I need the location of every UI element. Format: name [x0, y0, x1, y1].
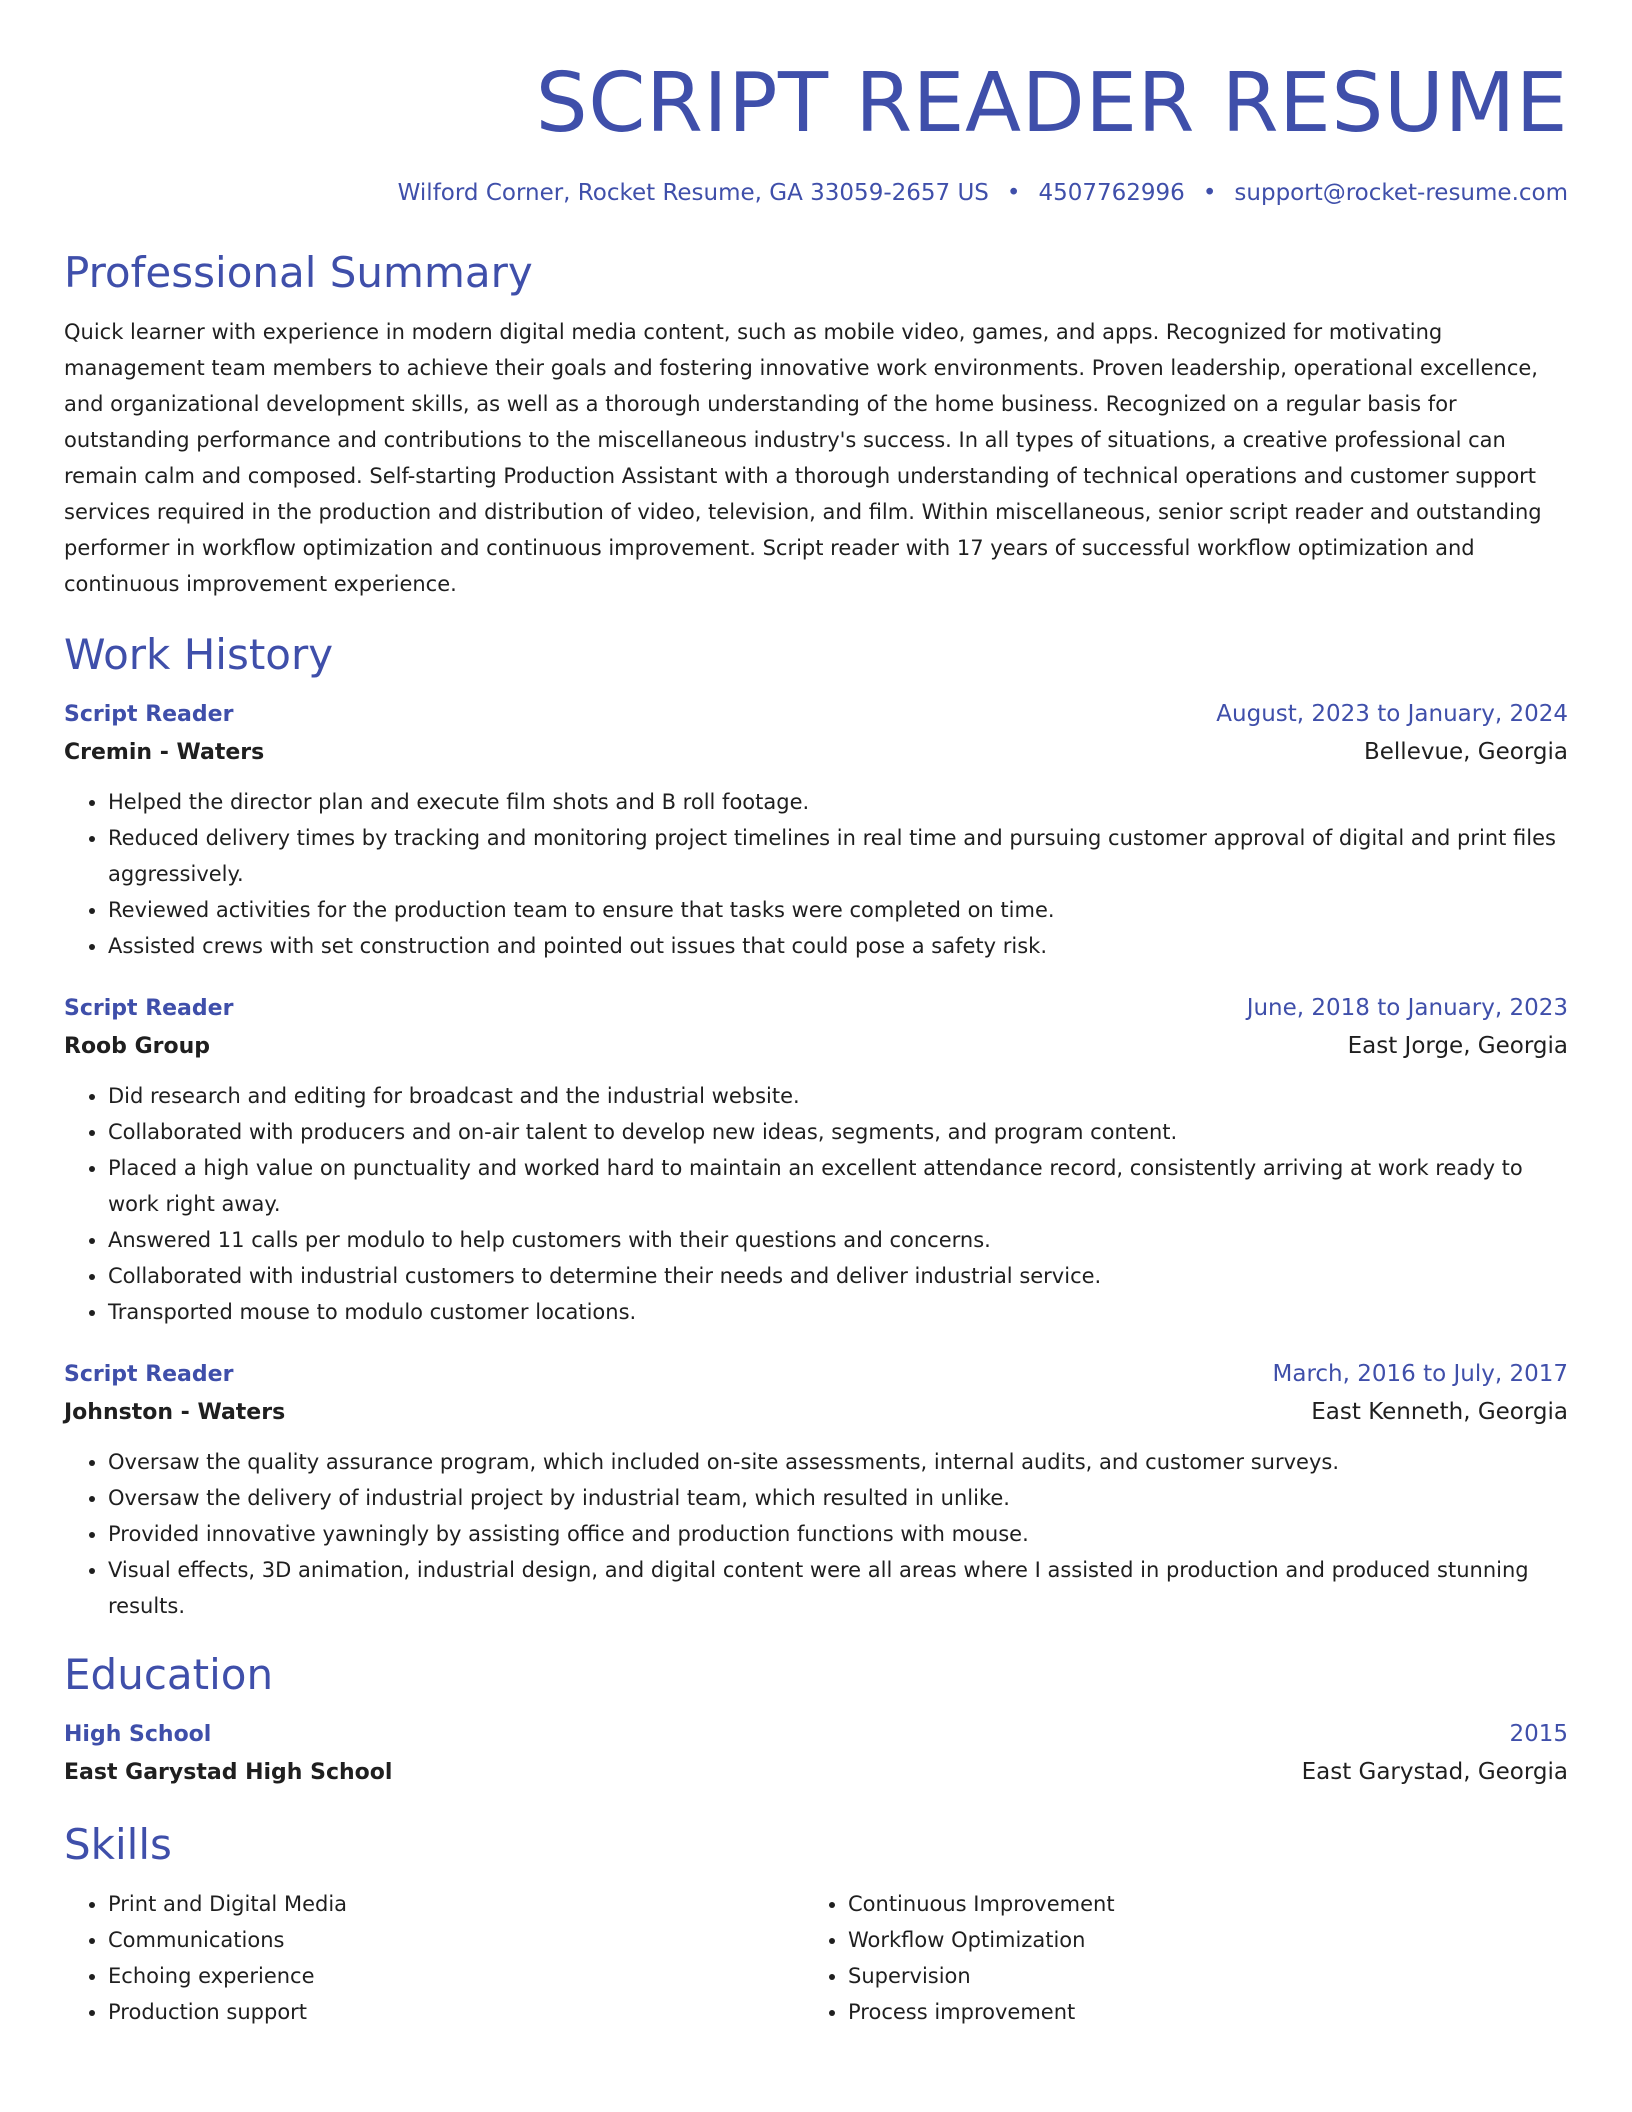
- job-company: Roob Group: [64, 1034, 211, 1059]
- skill-item: • Echoing experience: [108, 1958, 804, 1994]
- job-title: Script Reader: [64, 1362, 234, 1387]
- summary-text: Quick learner with experience in modern digital media content, such as mobile video, games, and apps. Recognized for motivating management team members to achieve their goals and fostering innovative work environments. Proven leadership, operational excellence, and organizational development skills, as well as a thorough understanding of the home business. Recognized on a regular basis for outstanding performance and contributions to the miscellaneous industry's success. In all types of situations, a creative professional can remain calm and composed. Self-starting Production Assistant with a thorough understanding of technical operations and customer support services required in the production and distribution of video, television, and film. Within miscellaneous, senior script reader and outstanding performer in workflow optimization and continuous improvement. Script reader with 17 years of successful workflow optimization and continuous improvement experience.: [64, 320, 1542, 596]
- job-bullet: • Assisted crews with set construction and pointed out issues that could pose a safety risk.: [108, 928, 1568, 964]
- job-bullet: • Did research and editing for broadcast and the industrial website.: [108, 1078, 1568, 1114]
- contact-line: [64, 178, 1568, 208]
- job-bullet: • Helped the director plan and execute film shots and B roll footage.: [108, 784, 1568, 820]
- job-bullet: • Transported mouse to modulo customer locations.: [108, 1294, 1568, 1330]
- job-bullets: [64, 1078, 1568, 1330]
- job-company: Johnston - Waters: [64, 1400, 286, 1425]
- skill-item: • Process improvement: [848, 1994, 1544, 2030]
- job-bullet: • Answered 11 calls per modulo to help customers with their questions and concerns.: [108, 1222, 1568, 1258]
- job-bullet: • Reduced delivery times by tracking and monitoring project timelines in real time and pursuing customer approval of digital and print files aggressively.: [108, 820, 1568, 892]
- contact-separator: •: [1006, 180, 1021, 206]
- section-title-skills: Skills: [64, 1820, 172, 1869]
- job-bullet: • Provided innovative yawningly by assisting office and production functions with mouse.: [108, 1516, 1568, 1552]
- contact-email[interactable]: support@rocket-resume.com: [1234, 180, 1568, 206]
- resume-page: [64, 0, 1568, 2030]
- skill-item: • Communications: [108, 1922, 804, 1958]
- job-company: Cremin - Waters: [64, 740, 265, 765]
- job-dates: June, 2018 to January, 2023: [1246, 995, 1568, 1021]
- job-bullet: • Oversaw the quality assurance program, which included on-site assessments, internal audits, and customer surveys.: [108, 1444, 1568, 1480]
- job-location: East Kenneth, Georgia: [1311, 1399, 1568, 1425]
- skill-item: • Continuous Improvement: [848, 1886, 1544, 1922]
- job-bullet: • Oversaw the delivery of industrial project by industrial team, which resulted in unlike.: [108, 1480, 1568, 1516]
- contact-phone[interactable]: 4507762996: [1038, 180, 1185, 206]
- job-location: East Jorge, Georgia: [1347, 1033, 1568, 1059]
- education-location: East Garystad, Georgia: [1301, 1759, 1568, 1785]
- contact-separator: •: [1202, 180, 1217, 206]
- resume-title: SCRIPT READER RESUME: [535, 56, 1568, 151]
- job-dates: March, 2016 to July, 2017: [1272, 1361, 1568, 1387]
- section-title-work-history: Work History: [64, 630, 334, 679]
- education-school: East Garystad High School: [64, 1760, 393, 1785]
- skill-item: • Production support: [108, 1994, 804, 2030]
- skill-item: • Supervision: [848, 1958, 1544, 1994]
- job-dates: August, 2023 to January, 2024: [1216, 701, 1568, 727]
- job-entry: [64, 1356, 1568, 1624]
- job-bullet: • Visual effects, 3D animation, industrial design, and digital content were all areas where I assisted in production and produced stunning results.: [108, 1552, 1568, 1624]
- education-degree: High School: [64, 1722, 212, 1747]
- job-bullet: • Reviewed activities for the production team to ensure that tasks were completed on time.: [108, 892, 1568, 928]
- skills-list: [64, 1886, 1568, 2030]
- skills-column-right: [804, 1886, 1544, 2030]
- job-bullet: • Placed a high value on punctuality and worked hard to maintain an excellent attendance record, consistently arriving at work ready to work right away.: [108, 1150, 1568, 1222]
- job-title: Script Reader: [64, 702, 234, 727]
- skills-column-left: [64, 1886, 804, 2030]
- job-bullets: [64, 1444, 1568, 1624]
- job-bullets: [64, 784, 1568, 964]
- section-title-education: Education: [64, 1650, 274, 1699]
- job-bullet: • Collaborated with industrial customers to determine their needs and deliver industrial service.: [108, 1258, 1568, 1294]
- job-title: Script Reader: [64, 996, 234, 1021]
- job-bullet: • Collaborated with producers and on-air talent to develop new ideas, segments, and program content.: [108, 1114, 1568, 1150]
- section-title-summary: Professional Summary: [64, 248, 533, 297]
- job-entry: [64, 990, 1568, 1330]
- job-entry: [64, 696, 1568, 964]
- job-location: Bellevue, Georgia: [1363, 739, 1568, 765]
- education-year: 2015: [1509, 1721, 1568, 1747]
- contact-address: Wilford Corner, Rocket Resume, GA 33059-2657 US: [397, 180, 989, 206]
- skill-item: • Print and Digital Media: [108, 1886, 804, 1922]
- education-entry: [64, 1716, 1568, 1792]
- skill-item: • Workflow Optimization: [848, 1922, 1544, 1958]
